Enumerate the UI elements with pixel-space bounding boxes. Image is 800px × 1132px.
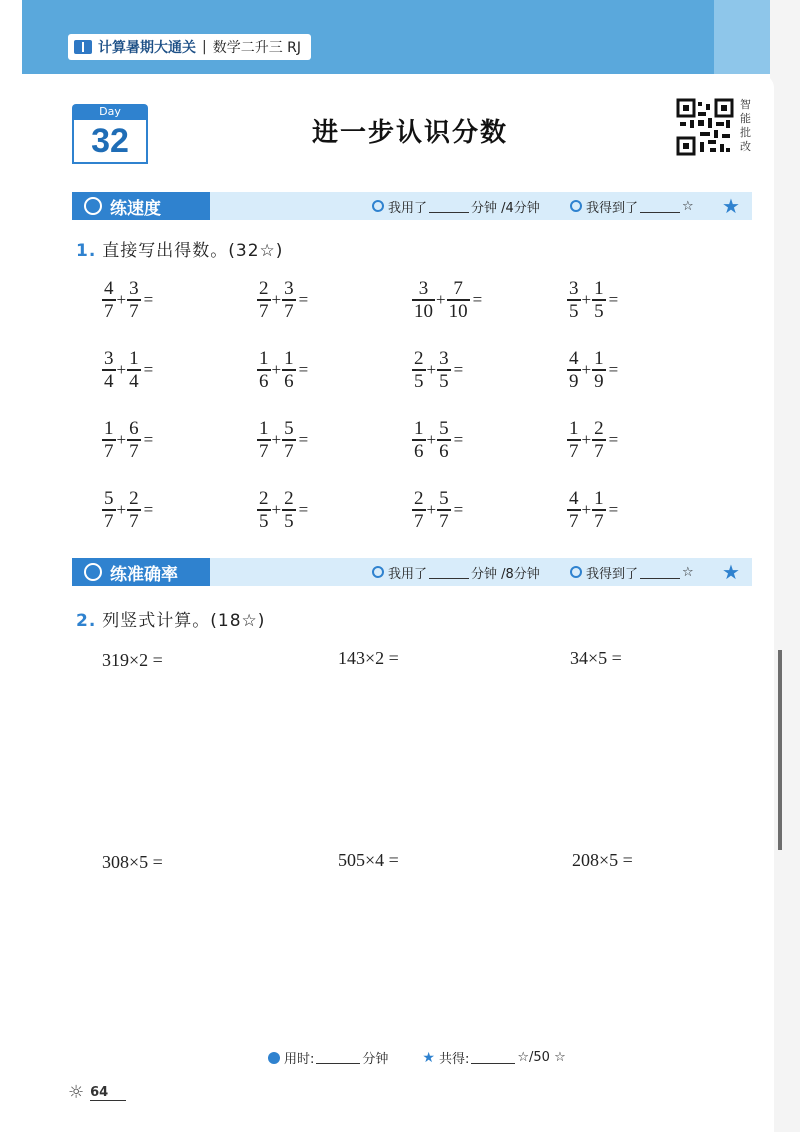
denominator: 7 [104,440,114,462]
denominator: 7 [569,440,579,462]
numerator: 2 [414,348,424,369]
calc-item: 208×5 = [572,850,633,870]
numerator: 5 [439,488,449,509]
equals-sign: = [608,289,619,309]
denominator: 7 [129,300,139,322]
equals-sign: = [472,289,483,309]
denominator: 7 [259,300,269,322]
score-prefix: 我得到了 [586,200,639,216]
series-title: 计算暑期大通关 [98,40,196,56]
numerator: 4 [569,488,579,509]
equals-sign: = [298,289,309,309]
series-tag [68,34,311,60]
check-icon [570,200,582,212]
plus-sign: + [271,359,282,379]
fraction [412,418,426,462]
numerator: 1 [594,278,604,299]
numerator: 2 [129,488,139,509]
numerator: 1 [594,488,604,509]
fraction [412,278,435,322]
time-prefix: 我用了 [388,566,428,582]
fraction-expression [257,488,308,532]
fraction-expression [567,488,618,532]
fraction [437,488,451,532]
fraction [282,418,296,462]
denominator: 5 [594,300,604,322]
denominator: 5 [569,300,579,322]
numerator: 5 [439,418,449,439]
day-badge [72,104,148,164]
equals-sign: = [298,429,309,449]
plus-sign: + [116,429,127,449]
footer-time [268,1048,388,1067]
numerator: 7 [453,278,463,299]
equals-sign: = [143,289,154,309]
score-suffix: ☆ [682,564,694,580]
numerator: 5 [284,418,294,439]
denominator: 5 [414,370,424,392]
fraction-expression [567,278,618,322]
question-1-text: 直接写出得数。(32☆) [102,241,284,261]
footer-total-label: 共得: [438,1052,470,1067]
fraction [127,278,141,322]
page-card [40,74,774,1132]
section-speed-label: 练速度 [110,198,161,219]
fraction [102,488,116,532]
denominator: 6 [439,440,449,462]
numerator: 4 [569,348,579,369]
accuracy-time-info [372,558,540,586]
calc-item: 505×4 = [338,850,399,870]
numerator: 1 [104,418,114,439]
fraction [592,278,606,322]
fraction [437,418,451,462]
target-icon [84,563,102,581]
denominator: 6 [414,440,424,462]
plus-sign: + [116,359,127,379]
fraction-expression [567,418,618,462]
equals-sign: = [453,499,464,519]
fraction [567,488,581,532]
footer-total-blank[interactable] [471,1051,515,1064]
denominator: 7 [594,510,604,532]
stopwatch-icon [84,197,102,215]
star-icon: ★ [722,194,740,218]
fraction [412,348,426,392]
footer-time-unit: 分钟 [362,1052,389,1067]
fraction [102,278,116,322]
question-2 [76,606,265,631]
equals-sign: = [453,429,464,449]
numerator: 6 [129,418,139,439]
plus-sign: + [426,429,437,449]
book-icon [74,40,92,54]
question-1 [76,236,283,261]
page-edge [770,0,800,1132]
footer-total [422,1048,565,1067]
numerator: 1 [594,348,604,369]
denominator: 7 [414,510,424,532]
fraction [592,418,606,462]
score-blank[interactable] [640,566,680,579]
question-2-number: 2. [76,611,97,631]
fraction-expression [412,278,482,322]
check-icon [570,566,582,578]
calc-item: 308×5 = [102,852,163,872]
fraction-expression [257,348,308,392]
denominator: 6 [284,370,294,392]
fraction [257,488,271,532]
plus-sign: + [271,289,282,309]
section-accuracy-tab [72,558,210,586]
numerator: 3 [129,278,139,299]
question-2-text: 列竖式计算。(18☆) [102,611,266,631]
plus-sign: + [426,499,437,519]
fraction [257,348,271,392]
calc-item: 319×2 = [102,650,163,670]
fraction [567,278,581,322]
denominator: 4 [129,370,139,392]
clock-icon [372,200,384,212]
denominator: 9 [569,370,579,392]
fraction-expression [257,278,308,322]
plus-sign: + [271,429,282,449]
day-number: 32 [72,120,148,164]
fraction [282,348,296,392]
equals-sign: = [608,499,619,519]
time-blank[interactable] [429,200,469,213]
numerator: 2 [259,488,269,509]
calc-item: 143×2 = [338,648,399,668]
score-suffix: ☆ [682,198,694,214]
numerator: 2 [284,488,294,509]
equals-sign: = [453,359,464,379]
numerator: 2 [594,418,604,439]
numerator: 3 [418,278,429,299]
equals-sign: = [608,359,619,379]
fraction [257,278,271,322]
plus-sign: + [116,499,127,519]
plus-sign: + [116,289,127,309]
fraction-expression [102,348,153,392]
denominator: 7 [594,440,604,462]
denominator: 4 [104,370,114,392]
plus-sign: + [436,289,446,309]
numerator: 2 [259,278,269,299]
fraction [257,418,271,462]
numerator: 1 [259,418,269,439]
section-accuracy-bar [72,558,752,586]
time-suffix: 分钟 /4分钟 [471,200,540,216]
fraction-expression [412,418,463,462]
section-accuracy-label: 练准确率 [110,564,178,585]
numerator: 1 [414,418,424,439]
qr-code-icon[interactable] [676,98,734,156]
plus-sign: + [581,359,592,379]
page-number [68,1082,126,1103]
fraction [567,348,581,392]
equals-sign: = [298,499,309,519]
numerator: 5 [104,488,114,509]
star-icon: ★ [422,1049,435,1066]
fraction [127,418,141,462]
footer-summary [268,1048,600,1067]
denominator: 7 [104,510,114,532]
denominator: 7 [284,440,294,462]
fraction [127,348,141,392]
page-edge-mark [778,650,782,850]
numerator: 1 [569,418,579,439]
fraction [412,488,426,532]
series-separator: | [202,39,207,55]
numerator: 3 [439,348,449,369]
question-1-number: 1. [76,241,97,261]
denominator: 5 [439,370,449,392]
denominator: 5 [259,510,269,532]
score-blank[interactable] [640,200,680,213]
footer-total-suffix: ☆/50 ☆ [517,1050,566,1065]
fraction [567,418,581,462]
time-blank[interactable] [429,566,469,579]
fraction [282,488,296,532]
speed-time-info [372,192,540,220]
footer-time-blank[interactable] [316,1051,360,1064]
equals-sign: = [143,429,154,449]
fraction [282,278,296,322]
fraction [447,278,470,322]
banner-fade [714,0,774,74]
score-prefix: 我得到了 [586,566,639,582]
star-icon: ★ [722,560,740,584]
numerator: 1 [129,348,139,369]
numerator: 4 [104,278,114,299]
fraction-expression [257,418,308,462]
fraction-expression [412,488,463,532]
denominator: 6 [259,370,269,392]
denominator: 7 [569,510,579,532]
page-title: 进一步认识分数 [311,118,508,148]
denominator: 7 [284,300,294,322]
sun-icon: ☼ [68,1082,85,1103]
qr-caption: 智能批改 [740,98,751,153]
equals-sign: = [143,359,154,379]
series-subtitle: 数学二升三 RJ [212,40,302,56]
fraction [437,348,451,392]
plus-sign: + [581,289,592,309]
section-speed-bar [72,192,752,220]
denominator: 7 [439,510,449,532]
numerator: 1 [259,348,269,369]
footer-time-label: 用时: [284,1052,315,1067]
fraction-expression [102,418,153,462]
alarm-clock-icon [268,1052,280,1064]
plus-sign: + [581,499,592,519]
fraction [592,348,606,392]
equals-sign: = [298,359,309,379]
denominator: 10 [414,300,433,322]
clock-icon [372,566,384,578]
fraction [102,348,116,392]
calc-item: 34×5 = [570,648,622,668]
numerator: 2 [414,488,424,509]
numerator: 3 [104,348,114,369]
denominator: 7 [129,440,139,462]
numerator: 1 [284,348,294,369]
denominator: 9 [594,370,604,392]
denominator: 7 [104,300,114,322]
equals-sign: = [143,499,154,519]
plus-sign: + [271,499,282,519]
plus-sign: + [426,359,437,379]
numerator: 3 [569,278,579,299]
time-suffix: 分钟 /8分钟 [471,566,540,582]
fraction-expression [567,348,618,392]
denominator: 7 [129,510,139,532]
accuracy-score-info [570,558,694,586]
fraction [592,488,606,532]
day-label: Day [72,104,148,120]
speed-score-info [570,192,694,220]
denominator: 5 [284,510,294,532]
denominator: 7 [259,440,269,462]
fraction [127,488,141,532]
equals-sign: = [608,429,619,449]
denominator: 10 [448,300,468,322]
plus-sign: + [581,429,592,449]
fraction-expression [412,348,463,392]
section-speed-tab [72,192,210,220]
numerator: 3 [284,278,294,299]
fraction [102,418,116,462]
page-number-text: 64 [90,1085,126,1101]
fraction-expression [102,488,153,532]
time-prefix: 我用了 [388,200,428,216]
fraction-expression [102,278,153,322]
